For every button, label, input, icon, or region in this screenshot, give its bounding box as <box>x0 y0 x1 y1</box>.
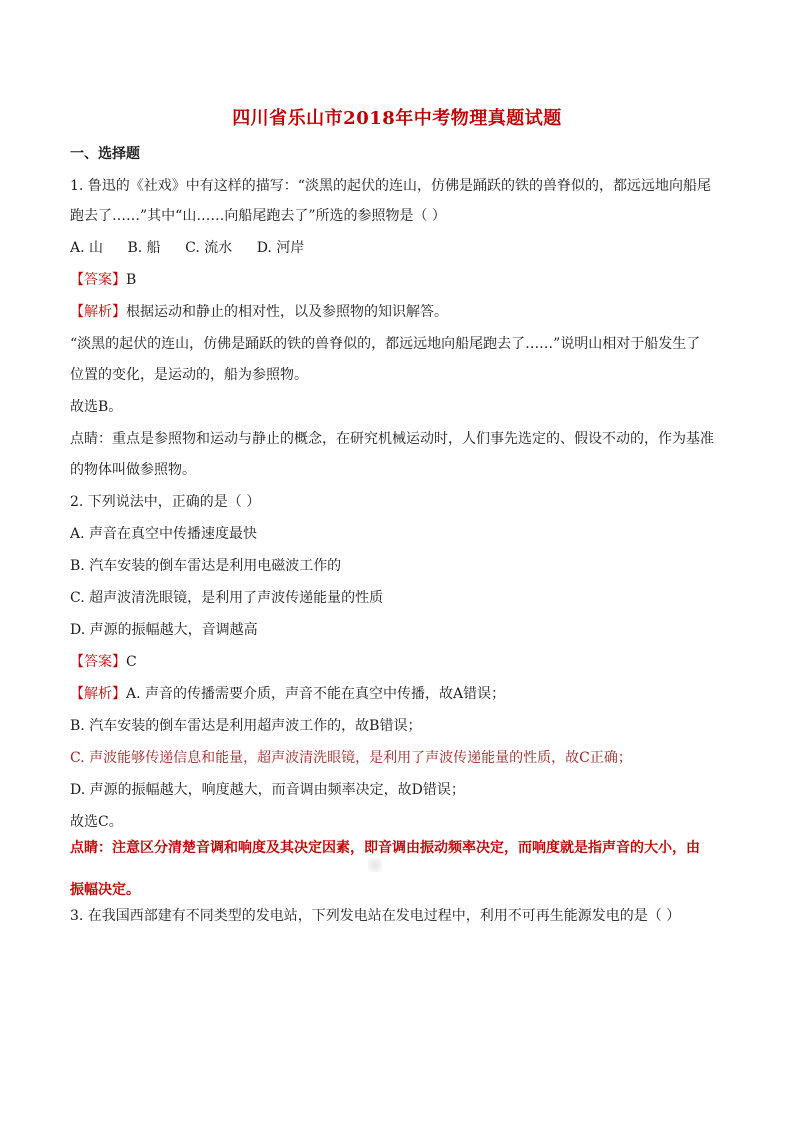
q2-tip-line2: 振幅决定。 <box>70 882 140 898</box>
q2-analysis-b: B. 汽车安装的倒车雷达是利用超声波工作的，故B错误； <box>70 718 422 734</box>
q1-explain-line1: “淡黑的起伏的连山，仿佛是踊跃的铁的兽脊似的，都远远地向船尾跑去了……”说明山相对于船发生了 <box>70 336 701 352</box>
q1-stem-line1: 1. 鲁迅的《社戏》中有这样的描写：“淡黑的起伏的连山，仿佛是踊跃的铁的兽脊似的，都远远地向船尾 <box>70 178 711 194</box>
scan-smudge <box>368 858 382 872</box>
q1-option-b: B. 船 <box>127 240 161 256</box>
q1-option-d: D. 河岸 <box>256 240 305 256</box>
q2-option-c: C. 超声波清洗眼镜，是利用了声波传递能量的性质 <box>70 590 384 606</box>
q1-explain-line2: 位置的变化，是运动的，船为参照物。 <box>70 367 308 383</box>
q2-option-b: B. 汽车安装的倒车雷达是利用电磁波工作的 <box>70 558 342 574</box>
q2-option-d: D. 声源的振幅越大，音调越高 <box>70 622 258 638</box>
q1-stem-line2: 跑去了……”其中“山……向船尾跑去了”所选的参照物是（ ） <box>70 208 446 224</box>
q2-option-a: A. 声音在真空中传播速度最快 <box>70 526 258 542</box>
q2-analysis-tag: 【解析】 <box>70 686 126 702</box>
q1-tip-line1: 点睛：重点是参照物和运动与静止的概念，在研究机械运动时，人们事先选定的、假设不动的，作为基准 <box>70 431 714 447</box>
q2-analysis-d: D. 声源的振幅越大，响度越大，而音调由频率决定，故D错误； <box>70 782 465 798</box>
q1-analysis <box>70 302 730 322</box>
q1-analysis-text: 根据运动和静止的相对性，以及参照物的知识解答。 <box>126 304 448 320</box>
section-heading: 一、选择题 <box>70 146 140 162</box>
q1-answer-tag: 【答案】 <box>70 272 126 288</box>
q1-options <box>70 238 730 258</box>
q2-analysis-a: A. 声音的传播需要介质，声音不能在真空中传播，故A错误； <box>126 686 506 702</box>
q1-choose: 故选B。 <box>70 399 123 415</box>
q1-answer-value: B <box>126 272 137 288</box>
q2-tip-line1: 点睛：注意区分清楚音调和响度及其决定因素，即音调由振动频率决定，而响度就是指声音的大小，由 <box>70 840 700 856</box>
q2-analysis <box>70 684 730 704</box>
q2-analysis-c: C. 声波能够传递信息和能量，超声波清洗眼镜，是利用了声波传递能量的性质，故C正确； <box>70 750 632 766</box>
q2-stem: 2. 下列说法中，正确的是（ ） <box>70 494 261 510</box>
q1-answer <box>70 270 730 290</box>
q2-answer <box>70 652 730 672</box>
q1-analysis-tag: 【解析】 <box>70 304 126 320</box>
q1-option-a: A. 山 <box>70 240 104 256</box>
q1-option-c: C. 流水 <box>185 240 233 256</box>
q2-choose: 故选C。 <box>70 814 123 830</box>
q2-answer-tag: 【答案】 <box>70 654 126 670</box>
q3-stem: 3. 在我国西部建有不同类型的发电站，下列发电站在发电过程中，利用不可再生能源发电的是（ ） <box>70 908 681 924</box>
q1-tip-line2: 的物体叫做参照物。 <box>70 462 196 478</box>
q2-answer-value: C <box>126 654 137 670</box>
page-title: 四川省乐山市2018年中考物理真题试题 <box>232 108 562 129</box>
